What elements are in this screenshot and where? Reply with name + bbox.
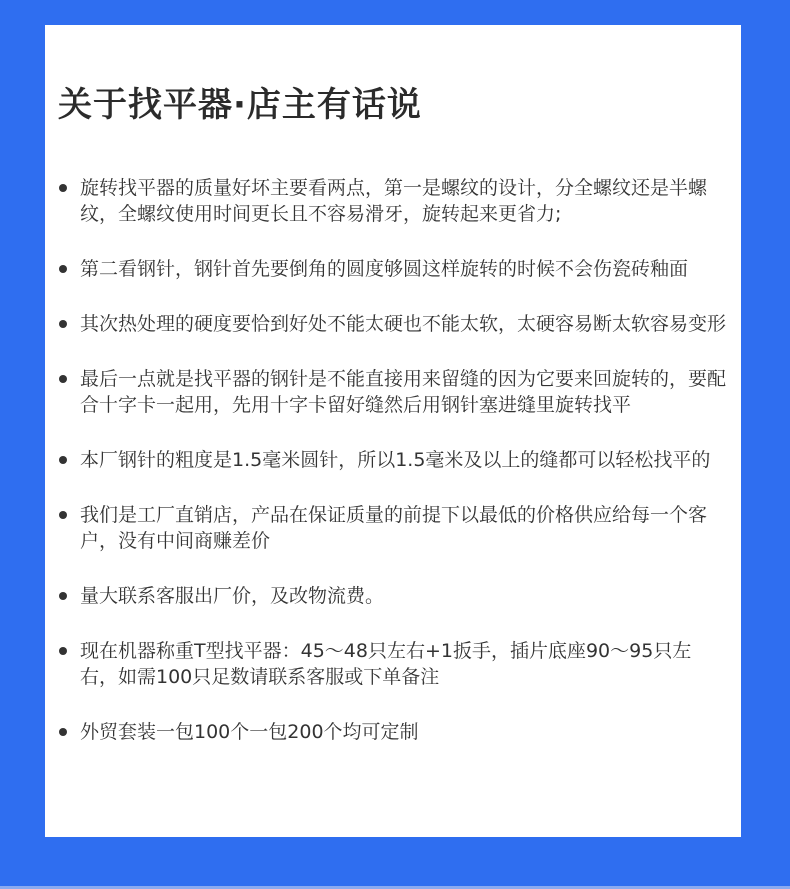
content-card [45, 25, 741, 837]
list-item [59, 719, 729, 745]
bullet-icon [59, 728, 67, 736]
list-item [59, 256, 729, 282]
list-item [59, 583, 729, 609]
list-item [59, 638, 729, 690]
page-title: 关于找平器·店主有话说 [58, 85, 422, 125]
bullet-icon [59, 456, 67, 464]
list-item [59, 175, 729, 227]
bullet-icon [59, 184, 67, 192]
list-item [59, 502, 729, 554]
list-item [59, 311, 729, 337]
bullet-icon [59, 375, 67, 383]
list-item-text: 本厂钢针的粗度是1.5毫米圆针，所以1.5毫米及以上的缝都可以轻松找平的 [80, 449, 711, 471]
list-item [59, 366, 729, 418]
bullet-icon [59, 320, 67, 328]
list-item-text: 第二看钢针，钢针首先要倒角的圆度够圆这样旋转的时候不会伤瓷砖釉面 [80, 258, 689, 280]
list-item [59, 447, 729, 473]
notes-list [59, 175, 729, 774]
bullet-icon [59, 511, 67, 519]
list-item-text: 最后一点就是找平器的钢针是不能直接用来留缝的因为它要来回旋转的，要配合十字卡一起用，先用十字卡留好缝然后用钢针塞进缝里旋转找平 [80, 368, 727, 416]
list-item-text: 外贸套装一包100个一包200个均可定制 [80, 721, 419, 743]
bullet-icon [59, 265, 67, 273]
bullet-icon [59, 647, 67, 655]
list-item-text: 其次热处理的硬度要恰到好处不能太硬也不能太软，太硬容易断太软容易变形 [80, 313, 727, 335]
list-item-text: 量大联系客服出厂价，及改物流费。 [80, 585, 385, 607]
list-item-text: 我们是工厂直销店，产品在保证质量的前提下以最低的价格供应给每一个客户，没有中间商赚差价 [80, 504, 708, 552]
bullet-icon [59, 592, 67, 600]
list-item-text: 旋转找平器的质量好坏主要看两点，第一是螺纹的设计，分全螺纹还是半螺纹，全螺纹使用时间更长且不容易滑牙，旋转起来更省力; [80, 177, 708, 225]
list-item-text: 现在机器称重T型找平器：45～48只左右+1扳手，插片底座90～95只左右，如需100只足数请联系客服或下单备注 [80, 640, 692, 688]
